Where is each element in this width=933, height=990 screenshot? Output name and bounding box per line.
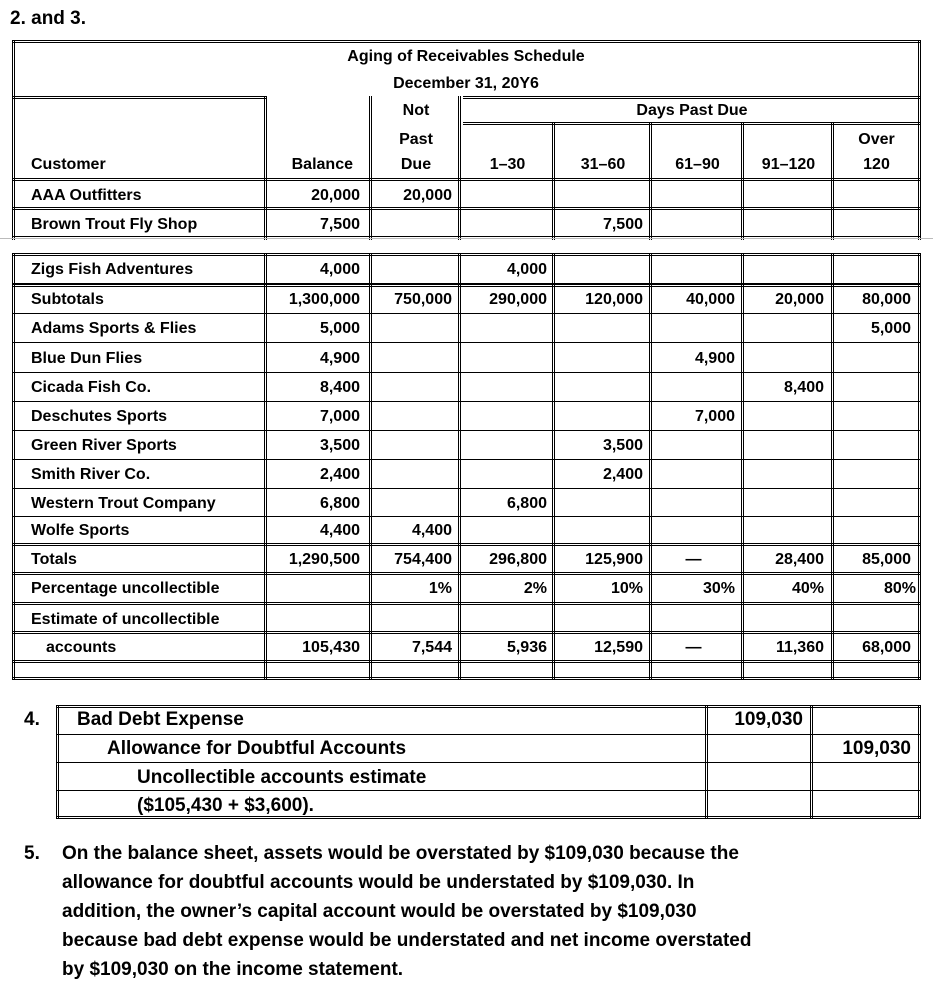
row-cell-value: 1,290,500 [288,551,360,568]
row-cell-value: 3,500 [319,437,360,454]
row-cell-value: 10% [610,580,643,597]
row-cell-value: 1,300,000 [288,291,360,308]
col-header-not-past-due-1: Not [402,102,430,119]
estimate-cell-value: 11,360 [775,639,824,656]
estimate-cell-value: 105,430 [302,639,360,656]
answer-5-line: On the balance sheet, assets would be overstated by $109,030 because the [62,843,739,864]
col-header-customer: Customer [31,156,106,173]
row-cell-value: 40% [791,580,824,597]
row-cell-value: 4,400 [319,522,360,539]
row-cell-value: 5,000 [319,320,360,337]
row-cell-value: 4,900 [694,350,735,367]
row-customer-name: Blue Dun Flies [31,350,143,367]
row-cell-value: 8,400 [783,379,824,396]
col-header-1-30: 1–30 [489,156,526,173]
estimate-cell-value: 5,936 [506,639,547,656]
section-label: 2. and 3. [10,8,87,29]
row-cell-value: 296,800 [489,551,547,568]
row-customer-name: Cicada Fish Co. [31,379,152,396]
row-customer-name: Subtotals [31,291,104,308]
row-cell-value: 754,400 [394,551,452,568]
row-cell-value: 4,400 [411,522,452,539]
row-cell-value: 8,400 [319,379,360,396]
row-cell-value: 125,900 [585,551,643,568]
journal-debit-amount: 109,030 [734,709,803,730]
row-cell-value: 750,000 [394,291,452,308]
row-cell-value: 80,000 [862,291,911,308]
row-cell-value: 290,000 [489,291,547,308]
row-cell-value: 4,900 [319,350,360,367]
estimate-label-2: accounts [46,639,117,656]
row-cell-value: — [685,551,702,568]
row-cell-value: 6,800 [319,495,360,512]
row-cell-value: 7,000 [319,408,360,425]
schedule-title: Aging of Receivables Schedule [347,48,585,65]
row-customer-name: Green River Sports [31,437,177,454]
estimate-label-1: Estimate of uncollectible [31,611,220,628]
row-cell-value: 20,000 [403,187,452,204]
journal-credit-account: Allowance for Doubtful Accounts [107,738,407,759]
row-cell-value: 85,000 [862,551,911,568]
row-cell-value: 4,000 [319,261,360,278]
col-header-over-120-1: Over [858,131,895,148]
row-customer-name: Totals [31,551,77,568]
row-cell-value: 7,000 [694,408,735,425]
row-cell-value: 4,000 [506,261,547,278]
journal-explanation-1: Uncollectible accounts estimate [137,767,427,788]
row-customer-name: Brown Trout Fly Shop [31,216,198,233]
journal-number: 4. [24,709,40,730]
row-customer-name: Zigs Fish Adventures [31,261,194,278]
journal-debit-account: Bad Debt Expense [77,709,244,730]
row-customer-name: Western Trout Company [31,495,216,512]
row-cell-value: 5,000 [870,320,911,337]
journal-credit-amount: 109,030 [842,738,911,759]
col-header-61-90: 61–90 [675,156,720,173]
row-cell-value: 1% [428,580,452,597]
col-header-91-120: 91–120 [761,156,816,173]
row-cell-value: 80% [883,580,916,597]
row-customer-name: Wolfe Sports [31,522,130,539]
row-cell-value: 7,500 [602,216,643,233]
estimate-cell-value: 7,544 [411,639,452,656]
answer-5-line: allowance for doubtful accounts would be understated by $109,030. In [62,872,695,893]
row-customer-name: Percentage uncollectible [31,580,220,597]
row-cell-value: 30% [702,580,735,597]
estimate-cell-value: — [685,639,702,656]
answer-5-line: addition, the owner’s capital account would be overstated by $109,030 [62,901,697,922]
estimate-cell-value: 12,590 [594,639,643,656]
row-cell-value: 120,000 [585,291,643,308]
col-header-over-120-2: 120 [863,156,890,173]
col-header-31-60: 31–60 [580,156,626,173]
col-header-not-past-due-2: Past [399,131,433,148]
row-cell-value: 2% [523,580,547,597]
col-header-not-past-due-3: Due [400,156,432,173]
answer-5-line: because bad debt expense would be understated and net income overstated [62,930,752,951]
row-customer-name: AAA Outfitters [31,187,142,204]
row-cell-value: 7,500 [319,216,360,233]
row-customer-name: Deschutes Sports [31,408,168,425]
days-past-due-header: Days Past Due [636,102,748,119]
row-cell-value: 28,400 [775,551,824,568]
answer-5-line: by $109,030 on the income statement. [62,959,404,980]
row-customer-name: Adams Sports & Flies [31,320,197,337]
row-cell-value: 2,400 [602,466,643,483]
row-cell-value: 2,400 [319,466,360,483]
answer-5-number: 5. [24,843,40,864]
estimate-cell-value: 68,000 [862,639,911,656]
row-cell-value: 20,000 [311,187,360,204]
row-cell-value: 3,500 [602,437,643,454]
row-cell-value: 40,000 [686,291,735,308]
journal-explanation-2: ($105,430 + $3,600). [137,795,314,816]
row-cell-value: 20,000 [775,291,824,308]
row-cell-value: 6,800 [506,495,547,512]
schedule-date: December 31, 20Y6 [393,75,539,92]
row-customer-name: Smith River Co. [31,466,151,483]
col-header-balance: Balance [291,156,353,173]
